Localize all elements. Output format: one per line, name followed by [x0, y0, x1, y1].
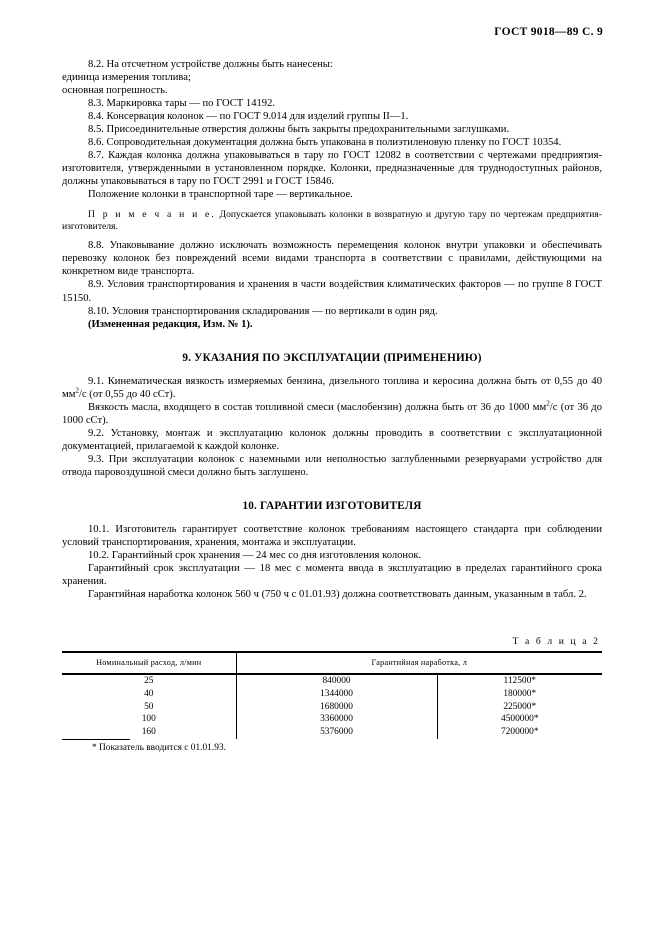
clause-9-1: 9.1. Кинематическая вязкость измеряемых бензина, дизельного топлива и керосина должна быть от 0,55 до 40 $мм^2/с$ (от 0,55 до 40 сСт).	[62, 375, 602, 400]
table-row	[62, 688, 602, 701]
guaranteed-output-table-body	[62, 675, 602, 739]
note-packaging	[62, 209, 602, 234]
cell-output-base: 3360000	[236, 714, 437, 727]
clause-10-2-second: Гарантийный срок эксплуатации — 18 мес с момента ввода в эксплуатацию в пределах гарантийного срока хранения.	[62, 563, 602, 588]
note-text: Допускается упаковывать колонки в возвратную и другую тару по чертежам предприятия-изготовителя.	[62, 208, 602, 232]
superscript-square: 2	[75, 386, 80, 395]
clause-8-5: 8.5. Присоединительные отверстия должны быть закрыты предохранительными заглушками.	[88, 124, 510, 136]
note-label: П р и м е ч а н и е.	[88, 208, 216, 220]
column-header-nominal-flow: Номинальный расход, л/мин	[96, 658, 202, 668]
section-heading-9: 9. УКАЗАНИЯ ПО ЭКСПЛУАТАЦИИ (ПРИМЕНЕНИЮ)	[182, 351, 482, 364]
clause-10-1: 10.1. Изготовитель гарантирует соответствие колонок требованиям настоящего стандарта при соблюдении условий транспортирования, хранения, монтажа и эксплуатации.	[62, 524, 602, 549]
clause-9-1-second: Вязкость масла, входящего в состав топливной смеси (маслобензин) должна быть от 36 до 1000 $мм^2/с$ (от 36 до 1000 сСт).	[62, 399, 602, 426]
cell-output-base: 1680000	[236, 701, 437, 714]
table-header-row	[62, 653, 602, 673]
document-body-column	[62, 58, 602, 601]
table-row	[62, 727, 602, 740]
spacer	[62, 489, 602, 499]
spacer	[62, 513, 602, 523]
column-header-guaranteed-output: Гарантийная наработка, л	[236, 653, 602, 673]
clause-8-6: 8.6. Сопроводительная документация должна быть упакована в полиэтиленовую пленку по ГОСТ 10354.	[88, 137, 562, 149]
clause-8-4: 8.4. Консервация колонок — по ГОСТ 9.014 для изделий группы II—1.	[88, 111, 409, 123]
clause-10-2-third: Гарантийная наработка колонок 560 ч (750 ч с 01.01.93) должна соответствовать данным, указанным в табл. 2.	[88, 589, 587, 601]
cell-output-new: 225000*	[437, 701, 602, 714]
table-caption: Т а б л и ц а 2	[512, 636, 600, 647]
superscript-square: 2	[546, 399, 550, 408]
clause-8-3: 8.3. Маркировка тары — по ГОСТ 14192.	[88, 98, 276, 110]
page-running-header: ГОСТ 9018—89 С. 9	[494, 26, 603, 38]
cell-output-new: 112500*	[437, 675, 602, 688]
table-footnote: * Показатель вводится с 01.01.93.	[92, 743, 226, 754]
table-body	[62, 675, 602, 739]
clause-8-revision-note: (Измененная редакция, Изм. № 1).	[88, 318, 253, 330]
clause-8-7-second: Положение колонки в транспортной таре — вертикальное.	[88, 189, 353, 201]
cell-flow: 160	[141, 727, 156, 738]
guaranteed-output-table	[62, 653, 602, 673]
clause-8-2-item-a: единица измерения топлива;	[62, 72, 191, 84]
table-2-block	[62, 636, 602, 754]
spacer	[62, 479, 602, 489]
table-row	[62, 675, 602, 688]
section-heading-10: 10. ГАРАНТИИ ИЗГОТОВИТЕЛЯ	[242, 500, 422, 513]
spacer	[62, 331, 602, 341]
clause-8-2-item-b: основная погрешность.	[62, 85, 168, 97]
clause-8-8: 8.8. Упаковывание должно исключать возможность перемещения колонок внутри упаковки и обеспечивать перевозку колонок без повреждений всеми видами транспорта в соответствии с правилами, действующими на конкретном виде транспорта.	[62, 240, 602, 278]
clause-8-9: 8.9. Условия транспортирования и хранения в части воздействия климатических факторов — по группе 8 ГОСТ 15150.	[62, 279, 602, 304]
cell-output-new: 180000*	[437, 688, 602, 701]
clause-9-2: 9.2. Установку, монтаж и эксплуатацию колонок должны проводить в соответствии с эксплуатационной документацией, прилагаемой к каждой колонке.	[62, 427, 602, 452]
clause-8-10: 8.10. Условия транспортирования складирования — по вертикали в один ряд.	[88, 305, 438, 317]
spacer	[62, 365, 602, 375]
clause-10-2: 10.2. Гарантийный срок хранения — 24 мес со дня изготовления колонок.	[88, 550, 422, 562]
cell-output-base: 1344000	[236, 688, 437, 701]
cell-flow: 40	[144, 688, 154, 699]
clause-8-2: 8.2. На отсчетном устройстве должны быть нанесены:	[88, 59, 333, 70]
cell-output-base: 5376000	[236, 727, 437, 740]
cell-output-new: 7200000*	[437, 727, 602, 740]
clause-9-3: 9.3. При эксплуатации колонок с наземными или неполностью заглубленными резервуарами устройство для отвода паровоздушной смеси должно быть заглушено.	[62, 453, 602, 478]
clause-8-7: 8.7. Каждая колонка должна упаковываться в тару по ГОСТ 12082 в соответствии с чертежами предприятия-изготовителя, утвержденными в установленном порядке. Колонки, предназначенные для труднодоступных районов, должны упаковываться в тару по ГОСТ 2991 и ГОСТ 15846.	[62, 150, 602, 188]
table-row	[62, 714, 602, 727]
cell-output-base: 840000	[236, 675, 437, 688]
cell-output-new: 4500000*	[437, 714, 602, 727]
table-head	[62, 653, 602, 673]
cell-flow: 50	[144, 701, 154, 712]
spacer	[62, 341, 602, 351]
cell-flow: 25	[144, 676, 154, 687]
table-row	[62, 701, 602, 714]
cell-flow: 100	[141, 714, 156, 725]
